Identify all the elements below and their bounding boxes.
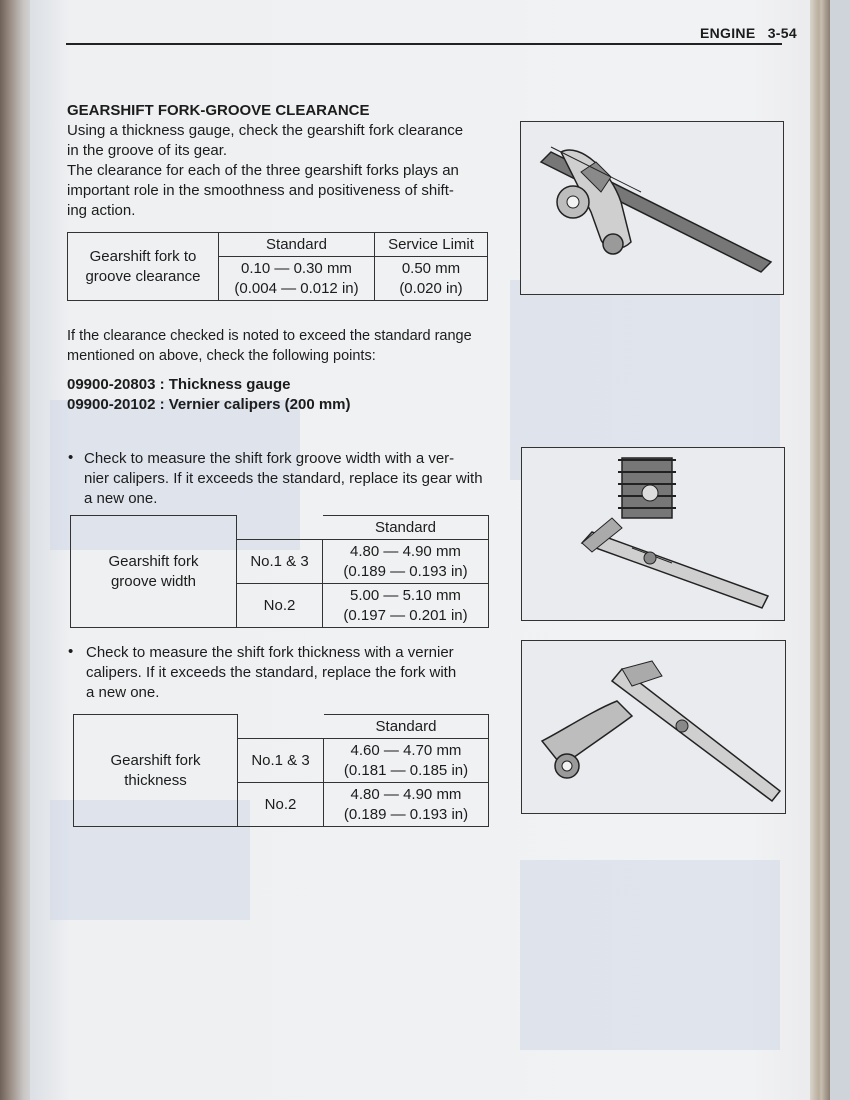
fork-number: No.2 (237, 584, 323, 628)
standard-header: Standard (323, 516, 489, 540)
standard-header: Standard (324, 715, 489, 739)
value-in: (0.197 — 0.201 in) (343, 606, 468, 624)
fork-thickness-measure-illustration (521, 640, 786, 814)
intro-line: important role in the smoothness and positiveness of shift- (67, 182, 454, 199)
groove-row-label (71, 516, 237, 628)
groove-width-table (70, 515, 489, 628)
running-header (700, 25, 797, 41)
standard-value (324, 783, 489, 827)
section-title: GEARSHIFT FORK-GROOVE CLEARANCE (67, 102, 370, 119)
clearance-spec-table (67, 232, 488, 301)
clearance-row-label (68, 233, 219, 301)
header-rule (66, 43, 782, 45)
intro-line: ing action. (67, 202, 136, 219)
fork-number: No.2 (238, 783, 324, 827)
value-in: (0.020 in) (399, 279, 463, 297)
intro-line: The clearance for each of the three gearshift forks plays an (67, 162, 459, 179)
bullet2-line: calipers. If it exceeds the standard, replace the fork with (86, 664, 457, 681)
check-note-line: mentioned on above, check the following points: (67, 348, 376, 364)
tool-vernier-calipers: 09900-20102 : Vernier calipers (200 mm) (67, 396, 351, 413)
blank-cell (237, 516, 323, 540)
standard-value (323, 540, 489, 584)
value-in: (0.189 — 0.193 in) (343, 805, 469, 823)
limit-value (375, 257, 488, 301)
tool-thickness-gauge: 09900-20803 : Thickness gauge (67, 376, 291, 393)
fork-number: No.1 & 3 (237, 540, 323, 584)
value-mm: 4.80 — 4.90 mm (350, 785, 462, 803)
standard-header: Standard (219, 233, 375, 257)
bullet1-line: a new one. (84, 490, 158, 507)
value-mm: 5.00 — 5.10 mm (350, 586, 461, 604)
thickness-row-label (74, 715, 238, 827)
label-line: thickness (124, 771, 187, 789)
label-line: groove width (110, 572, 197, 590)
thickness-gauge-drawing (521, 122, 783, 294)
service-limit-header: Service Limit (375, 233, 488, 257)
vernier-gear-drawing (522, 448, 784, 620)
page-edge (810, 0, 830, 1100)
fork-thickness-table (73, 714, 489, 827)
bullet1-line: nier calipers. If it exceeds the standard, replace its gear with (84, 470, 483, 487)
intro-line: in the groove of its gear. (67, 142, 228, 159)
bullet2-line: a new one. (86, 684, 160, 701)
label-line: groove clearance (85, 267, 201, 285)
bullet-glyph: • (68, 643, 74, 660)
value-mm: 4.80 — 4.90 mm (350, 542, 461, 560)
value-mm: 4.60 — 4.70 mm (350, 741, 462, 759)
header-page-number: 3-54 (767, 25, 797, 41)
value-mm: 0.10 — 0.30 mm (241, 259, 352, 277)
standard-value (324, 739, 489, 783)
fork-number: No.1 & 3 (238, 739, 324, 783)
value-in: (0.004 — 0.012 in) (234, 279, 359, 297)
label-line: Gearshift fork to (89, 247, 197, 265)
label-line: Gearshift fork (110, 751, 201, 769)
intro-line: Using a thickness gauge, check the gearshift fork clearance (67, 122, 464, 139)
vernier-fork-drawing (522, 641, 785, 813)
bullet-glyph: • (68, 449, 74, 466)
bleed-through-shadow (520, 860, 780, 1050)
groove-width-measure-illustration (521, 447, 785, 621)
value-in: (0.181 — 0.185 in) (343, 761, 469, 779)
check-note-line: If the clearance checked is noted to exceed the standard range (67, 328, 472, 344)
value-in: (0.189 — 0.193 in) (343, 562, 468, 580)
label-line: Gearshift fork (108, 552, 199, 570)
thickness-gauge-illustration (520, 121, 784, 295)
standard-value (219, 257, 375, 301)
bullet2-line: Check to measure the shift fork thickness with a vernier (86, 644, 454, 661)
standard-value (323, 584, 489, 628)
header-section: ENGINE (700, 25, 756, 41)
bullet1-line: Check to measure the shift fork groove width with a ver- (84, 450, 455, 467)
blank-cell (238, 715, 324, 739)
value-mm: 0.50 mm (401, 259, 461, 277)
